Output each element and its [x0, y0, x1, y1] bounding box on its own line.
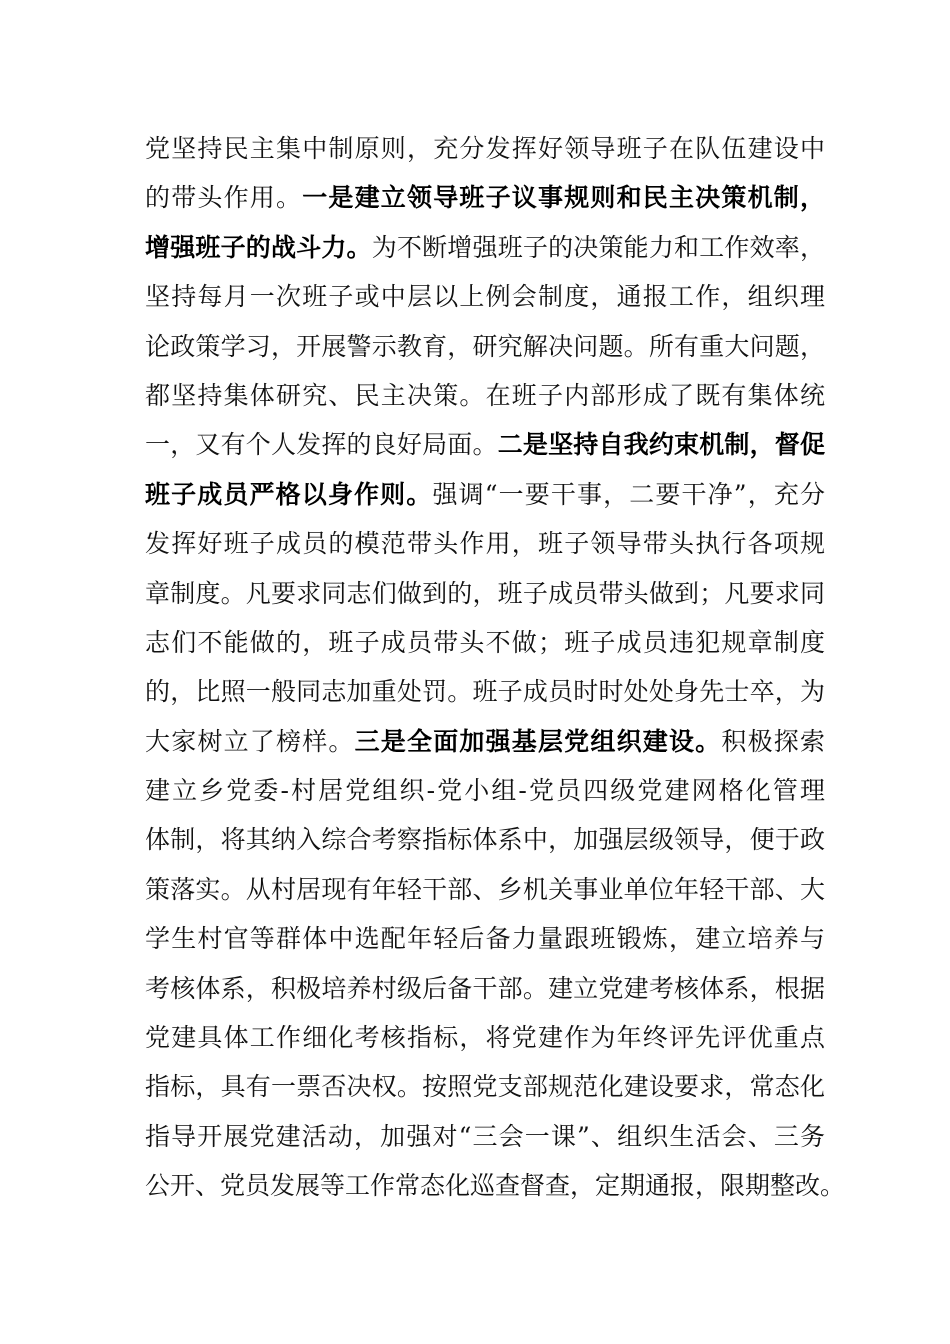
text-line — [145, 865, 825, 914]
text-line — [145, 420, 825, 469]
text-line — [145, 1161, 846, 1210]
body-text-run: 指导开展党建活动，加强对“三会一课”、组织生活会、三务 — [145, 1121, 825, 1151]
emphasized-text: 增强班子的战斗力。 — [145, 232, 372, 262]
body-text-run: 志们不能做的，班子成员带头不做；班子成员违犯规章制度 — [145, 627, 825, 657]
body-text-run: 建立乡党委-村居党组织-党小组-党员四级党建网格化管理 — [145, 776, 825, 806]
body-text-run: 学生村官等群体中选配年轻后备力量跟班锻炼，建立培养与 — [145, 924, 825, 954]
text-line — [145, 1112, 825, 1161]
text-line — [145, 964, 825, 1013]
text-line — [145, 766, 825, 815]
body-text-run: 发挥好班子成员的模范带头作用，班子领导带头执行各项规 — [145, 529, 825, 559]
body-text-run: 党建具体工作细化考核指标，将党建作为年终评先评优重点 — [145, 1023, 825, 1053]
emphasized-text: 班子成员严格以身作则。 — [145, 479, 433, 509]
body-text-run: 的，比照一般同志加重处罚。班子成员时时处处身先士卒，为 — [145, 677, 825, 707]
text-line — [145, 470, 825, 519]
text-line — [145, 1062, 825, 1111]
text-line — [145, 519, 825, 568]
body-text-run: 党坚持民主集中制原则，充分发挥好领导班子在队伍建设中 — [145, 134, 825, 163]
text-line — [145, 173, 825, 222]
body-text-run: 论政策学习，开展警示教育，研究解决问题。所有重大问题， — [145, 331, 825, 361]
body-text-run: 大家树立了榜样。 — [145, 726, 355, 756]
text-line — [145, 815, 825, 864]
body-text-run: 考核体系，积极培养村级后备干部。建立党建考核体系，根据 — [145, 973, 825, 1003]
text-line — [145, 667, 825, 716]
emphasized-text: 二是坚持自我约束机制，督促 — [497, 430, 825, 460]
emphasized-text: 三是全面加强基层党组织建设。 — [354, 726, 722, 756]
text-line — [145, 717, 825, 766]
text-line — [145, 322, 825, 371]
body-text-run: 一，又有个人发挥的良好局面。 — [145, 430, 498, 460]
body-text-run: 体制，将其纳入综合考察指标体系中，加强层级领导，便于政 — [145, 825, 825, 855]
body-text-run: 都坚持集体研究、民主决策。在班子内部形成了既有集体统 — [145, 380, 825, 410]
body-text-run: 坚持每月一次班子或中层以上例会制度，通报工作，组织理 — [145, 282, 825, 312]
body-text-run: 策落实。从村居现有年轻干部、乡机关事业单位年轻干部、大 — [145, 874, 825, 904]
body-text-run: 为不断增强班子的决策能力和工作效率， — [371, 232, 825, 262]
text-line — [145, 569, 825, 618]
body-text-run: 公开、党员发展等工作常态化巡查督查，定期通报，限期整改。 — [145, 1171, 846, 1201]
text-line — [145, 914, 825, 963]
text-line — [145, 371, 825, 420]
text-line — [145, 618, 825, 667]
body-text-run: 指标，具有一票否决权。按照党支部规范化建设要求，常态化 — [145, 1072, 825, 1102]
text-line — [145, 1013, 825, 1062]
text-line — [145, 223, 825, 272]
body-text — [145, 124, 846, 1211]
text-line — [145, 124, 825, 173]
body-text-run: 积极探索 — [721, 726, 825, 756]
text-line — [145, 272, 825, 321]
body-text-run: 强调“一要干事，二要干净”，充分 — [432, 479, 825, 509]
body-text-run: 章制度。凡要求同志们做到的，班子成员带头做到；凡要求同 — [145, 578, 825, 608]
body-text-run: 的带头作用。 — [145, 183, 303, 213]
emphasized-text: 一是建立领导班子议事规则和民主决策机制， — [302, 183, 825, 213]
